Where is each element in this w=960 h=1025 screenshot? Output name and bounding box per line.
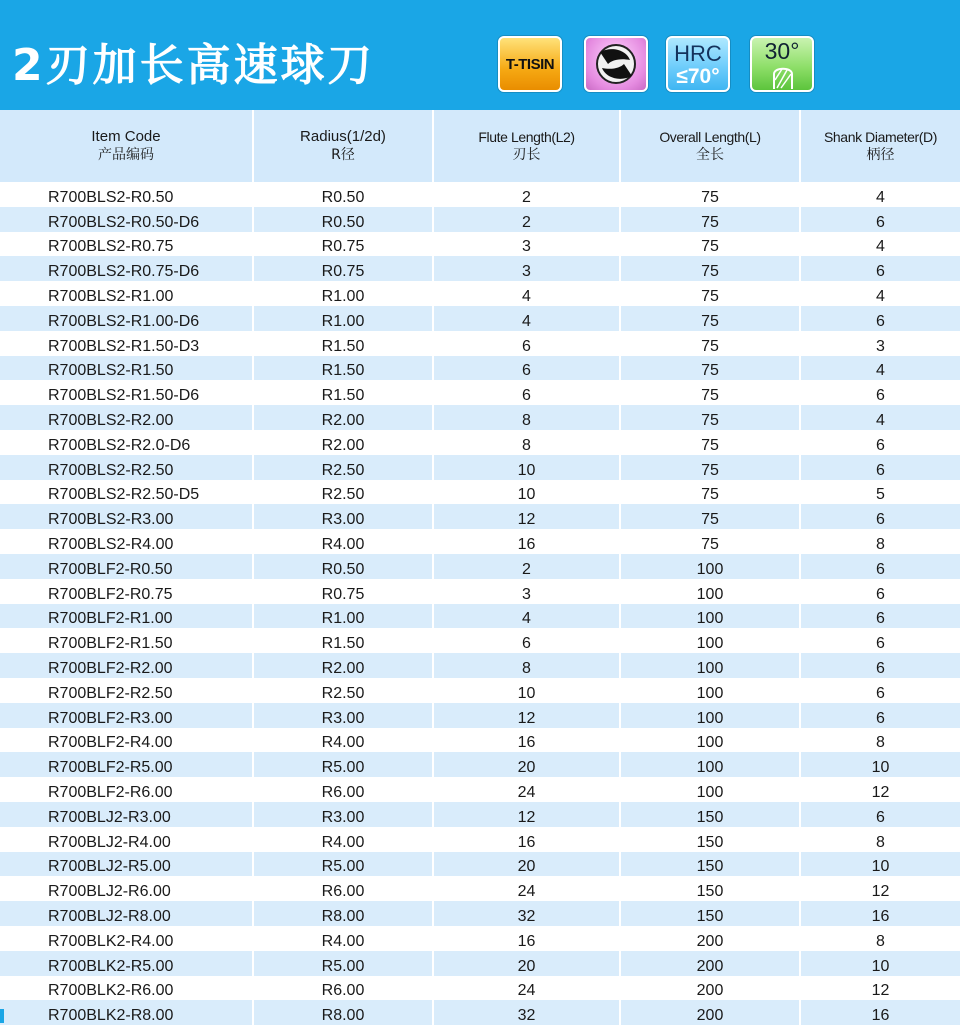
- helix-angle-badge: [750, 36, 814, 92]
- shank-diameter-cell: 6: [800, 653, 960, 678]
- item-code-cell: R700BLK2-R8.00: [0, 1000, 253, 1025]
- hrc-value: ≤70°: [676, 65, 720, 88]
- shank-diameter-cell: 4: [800, 281, 960, 306]
- item-code-cell: R700BLJ2-R5.00: [0, 852, 253, 877]
- table-row: [0, 430, 960, 455]
- table-row: [0, 777, 960, 802]
- item-code-cell: R700BLS2-R0.50-D6: [0, 207, 253, 232]
- item-code-cell: R700BLS2-R1.50-D3: [0, 331, 253, 356]
- item-code-cell: R700BLF2-R0.50: [0, 554, 253, 579]
- shank-diameter-cell: 6: [800, 579, 960, 604]
- flute-length-cell: 12: [433, 504, 620, 529]
- spec-table: [0, 110, 960, 1025]
- table-row: [0, 628, 960, 653]
- flute-length-cell: 3: [433, 232, 620, 257]
- radius-cell: R0.75: [253, 579, 433, 604]
- shank-diameter-cell: 3: [800, 331, 960, 356]
- radius-cell: R5.00: [253, 951, 433, 976]
- table-row: [0, 852, 960, 877]
- flute-length-cell: 10: [433, 678, 620, 703]
- radius-cell: R5.00: [253, 852, 433, 877]
- flute-length-cell: 12: [433, 703, 620, 728]
- overall-length-cell: 75: [620, 232, 800, 257]
- table-row: [0, 306, 960, 331]
- item-code-cell: R700BLS2-R2.00: [0, 405, 253, 430]
- table-row: [0, 529, 960, 554]
- overall-length-cell: 75: [620, 529, 800, 554]
- radius-cell: R1.00: [253, 604, 433, 629]
- flute-length-cell: 20: [433, 951, 620, 976]
- item-code-cell: R700BLS2-R2.0-D6: [0, 430, 253, 455]
- item-code-cell: R700BLS2-R1.00-D6: [0, 306, 253, 331]
- overall-length-cell: 100: [620, 752, 800, 777]
- shank-diameter-cell: 4: [800, 405, 960, 430]
- radius-cell: R0.50: [253, 554, 433, 579]
- radius-cell: R4.00: [253, 728, 433, 753]
- table-row: [0, 752, 960, 777]
- item-code-cell: R700BLF2-R0.75: [0, 579, 253, 604]
- overall-length-cell: 150: [620, 901, 800, 926]
- col-overall-length: Overall Length(L) 全长: [620, 110, 800, 182]
- overall-length-cell: 200: [620, 951, 800, 976]
- page-title: 2刃加长高速球刀: [12, 40, 375, 91]
- overall-length-cell: 100: [620, 678, 800, 703]
- shank-diameter-cell: 10: [800, 752, 960, 777]
- flute-length-cell: 32: [433, 1000, 620, 1025]
- shank-diameter-cell: 6: [800, 628, 960, 653]
- item-code-cell: R700BLS2-R0.75-D6: [0, 256, 253, 281]
- flute-length-cell: 20: [433, 852, 620, 877]
- item-code-cell: R700BLS2-R4.00: [0, 529, 253, 554]
- item-code-cell: R700BLF2-R2.00: [0, 653, 253, 678]
- table-row: [0, 951, 960, 976]
- flute-length-cell: 16: [433, 827, 620, 852]
- shank-diameter-cell: 4: [800, 356, 960, 381]
- hrc-label: HRC: [674, 41, 722, 66]
- shank-diameter-cell: 6: [800, 455, 960, 480]
- flute-length-cell: 8: [433, 653, 620, 678]
- shank-diameter-cell: 5: [800, 480, 960, 505]
- overall-length-cell: 75: [620, 380, 800, 405]
- flute-length-cell: 6: [433, 628, 620, 653]
- overall-length-cell: 75: [620, 256, 800, 281]
- overall-length-cell: 75: [620, 182, 800, 207]
- flute-length-cell: 3: [433, 256, 620, 281]
- item-code-cell: R700BLS2-R2.50-D5: [0, 480, 253, 505]
- radius-cell: R4.00: [253, 827, 433, 852]
- overall-length-cell: 200: [620, 926, 800, 951]
- table-row: [0, 281, 960, 306]
- radius-cell: R2.50: [253, 455, 433, 480]
- overall-length-cell: 100: [620, 777, 800, 802]
- table-row: [0, 331, 960, 356]
- table-row: [0, 876, 960, 901]
- overall-length-cell: 150: [620, 876, 800, 901]
- coating-badge: [498, 36, 562, 92]
- flute-length-cell: 24: [433, 976, 620, 1001]
- shank-diameter-cell: 6: [800, 678, 960, 703]
- overall-length-cell: 75: [620, 480, 800, 505]
- shank-diameter-cell: 12: [800, 876, 960, 901]
- table-row: [0, 802, 960, 827]
- hardness-badge: [666, 36, 730, 92]
- item-code-cell: R700BLF2-R6.00: [0, 777, 253, 802]
- table-row: [0, 207, 960, 232]
- radius-cell: R6.00: [253, 876, 433, 901]
- col-item-code: Item Code 产品编码: [0, 110, 253, 182]
- table-row: [0, 703, 960, 728]
- overall-length-cell: 150: [620, 852, 800, 877]
- overall-length-cell: 200: [620, 976, 800, 1001]
- item-code-cell: R700BLS2-R0.75: [0, 232, 253, 257]
- item-code-cell: R700BLF2-R1.50: [0, 628, 253, 653]
- flute-length-cell: 2: [433, 207, 620, 232]
- item-code-cell: R700BLS2-R1.50: [0, 356, 253, 381]
- radius-cell: R3.00: [253, 504, 433, 529]
- helix-angle-value: 30°: [764, 38, 800, 64]
- flute-length-cell: 2: [433, 554, 620, 579]
- flute-length-cell: 6: [433, 380, 620, 405]
- item-code-cell: R700BLS2-R1.50-D6: [0, 380, 253, 405]
- overall-length-cell: 100: [620, 703, 800, 728]
- two-flute-cross-section-icon: [584, 36, 648, 92]
- shank-diameter-cell: 6: [800, 207, 960, 232]
- header-banner: [0, 0, 960, 110]
- overall-length-cell: 100: [620, 728, 800, 753]
- radius-cell: R8.00: [253, 1000, 433, 1025]
- flute-length-cell: 8: [433, 405, 620, 430]
- shank-diameter-cell: 8: [800, 926, 960, 951]
- radius-cell: R1.50: [253, 331, 433, 356]
- table-row: [0, 405, 960, 430]
- overall-length-cell: 100: [620, 628, 800, 653]
- overall-length-cell: 75: [620, 356, 800, 381]
- item-code-cell: R700BLF2-R5.00: [0, 752, 253, 777]
- item-code-cell: R700BLF2-R2.50: [0, 678, 253, 703]
- radius-cell: R4.00: [253, 926, 433, 951]
- table-row: [0, 728, 960, 753]
- flute-length-cell: 8: [433, 430, 620, 455]
- table-row: [0, 901, 960, 926]
- col-radius: Radius(1/2d) R径: [253, 110, 433, 182]
- radius-cell: R1.50: [253, 628, 433, 653]
- table-row: [0, 480, 960, 505]
- shank-diameter-cell: 8: [800, 529, 960, 554]
- overall-length-cell: 75: [620, 331, 800, 356]
- overall-length-cell: 100: [620, 579, 800, 604]
- radius-cell: R1.50: [253, 356, 433, 381]
- radius-cell: R0.75: [253, 232, 433, 257]
- radius-cell: R6.00: [253, 777, 433, 802]
- overall-length-cell: 75: [620, 504, 800, 529]
- table-body: [0, 182, 960, 1025]
- overall-length-cell: 75: [620, 281, 800, 306]
- shank-diameter-cell: 4: [800, 232, 960, 257]
- radius-cell: R1.50: [253, 380, 433, 405]
- radius-cell: R2.50: [253, 678, 433, 703]
- table-row: [0, 926, 960, 951]
- radius-cell: R1.00: [253, 306, 433, 331]
- helix-angle-icon: [771, 64, 795, 90]
- overall-length-cell: 75: [620, 306, 800, 331]
- shank-diameter-cell: 6: [800, 380, 960, 405]
- table-row: [0, 976, 960, 1001]
- table-row: [0, 579, 960, 604]
- flute-length-cell: 10: [433, 480, 620, 505]
- flute-length-cell: 16: [433, 728, 620, 753]
- shank-diameter-cell: 16: [800, 1000, 960, 1025]
- overall-length-cell: 75: [620, 455, 800, 480]
- flute-length-cell: 20: [433, 752, 620, 777]
- overall-length-cell: 100: [620, 554, 800, 579]
- radius-cell: R3.00: [253, 802, 433, 827]
- item-code-cell: R700BLS2-R2.50: [0, 455, 253, 480]
- col-flute-length: Flute Length(L2) 刃长: [433, 110, 620, 182]
- shank-diameter-cell: 6: [800, 306, 960, 331]
- flute-length-cell: 2: [433, 182, 620, 207]
- flute-length-cell: 16: [433, 926, 620, 951]
- radius-cell: R0.50: [253, 182, 433, 207]
- table-row: [0, 554, 960, 579]
- radius-cell: R0.50: [253, 207, 433, 232]
- radius-cell: R4.00: [253, 529, 433, 554]
- flute-length-cell: 6: [433, 356, 620, 381]
- shank-diameter-cell: 6: [800, 554, 960, 579]
- radius-cell: R8.00: [253, 901, 433, 926]
- shank-diameter-cell: 6: [800, 802, 960, 827]
- item-code-cell: R700BLF2-R4.00: [0, 728, 253, 753]
- shank-diameter-cell: 12: [800, 777, 960, 802]
- radius-cell: R3.00: [253, 703, 433, 728]
- shank-diameter-cell: 12: [800, 976, 960, 1001]
- shank-diameter-cell: 6: [800, 703, 960, 728]
- shank-diameter-cell: 8: [800, 728, 960, 753]
- overall-length-cell: 100: [620, 653, 800, 678]
- overall-length-cell: 75: [620, 405, 800, 430]
- table-row: [0, 504, 960, 529]
- table-row: [0, 232, 960, 257]
- shank-diameter-cell: 6: [800, 504, 960, 529]
- shank-diameter-cell: 6: [800, 604, 960, 629]
- flute-length-cell: 12: [433, 802, 620, 827]
- radius-cell: R5.00: [253, 752, 433, 777]
- item-code-cell: R700BLF2-R1.00: [0, 604, 253, 629]
- radius-cell: R1.00: [253, 281, 433, 306]
- shank-diameter-cell: 8: [800, 827, 960, 852]
- table-row: [0, 356, 960, 381]
- overall-length-cell: 75: [620, 207, 800, 232]
- overall-length-cell: 150: [620, 802, 800, 827]
- flute-length-cell: 4: [433, 281, 620, 306]
- overall-length-cell: 200: [620, 1000, 800, 1025]
- shank-diameter-cell: 6: [800, 430, 960, 455]
- flute-length-cell: 6: [433, 331, 620, 356]
- radius-cell: R0.75: [253, 256, 433, 281]
- shank-diameter-cell: 16: [800, 901, 960, 926]
- flute-length-cell: 10: [433, 455, 620, 480]
- flute-length-cell: 16: [433, 529, 620, 554]
- shank-diameter-cell: 10: [800, 951, 960, 976]
- flute-length-cell: 4: [433, 306, 620, 331]
- item-code-cell: R700BLF2-R3.00: [0, 703, 253, 728]
- item-code-cell: R700BLJ2-R6.00: [0, 876, 253, 901]
- item-code-cell: R700BLJ2-R3.00: [0, 802, 253, 827]
- shank-diameter-cell: 10: [800, 852, 960, 877]
- table-row: [0, 1000, 960, 1025]
- flute-length-cell: 24: [433, 876, 620, 901]
- item-code-cell: R700BLS2-R1.00: [0, 281, 253, 306]
- table-header: [0, 110, 960, 182]
- coating-label: T-TISIN: [505, 56, 555, 73]
- table-row: [0, 256, 960, 281]
- corner-accent: [0, 1009, 4, 1023]
- flute-length-cell: 24: [433, 777, 620, 802]
- table-row: [0, 182, 960, 207]
- item-code-cell: R700BLJ2-R8.00: [0, 901, 253, 926]
- table-row: [0, 604, 960, 629]
- table-row: [0, 380, 960, 405]
- item-code-cell: R700BLJ2-R4.00: [0, 827, 253, 852]
- flute-length-cell: 3: [433, 579, 620, 604]
- item-code-cell: R700BLK2-R5.00: [0, 951, 253, 976]
- overall-length-cell: 150: [620, 827, 800, 852]
- item-code-cell: R700BLK2-R4.00: [0, 926, 253, 951]
- table-row: [0, 827, 960, 852]
- col-shank-diameter: Shank Diameter(D) 柄径: [800, 110, 960, 182]
- radius-cell: R2.00: [253, 653, 433, 678]
- overall-length-cell: 75: [620, 430, 800, 455]
- flute-shape: [586, 38, 646, 90]
- shank-diameter-cell: 6: [800, 256, 960, 281]
- radius-cell: R6.00: [253, 976, 433, 1001]
- item-code-cell: R700BLS2-R3.00: [0, 504, 253, 529]
- table-row: [0, 455, 960, 480]
- table-row: [0, 678, 960, 703]
- shank-diameter-cell: 4: [800, 182, 960, 207]
- table-row: [0, 653, 960, 678]
- radius-cell: R2.00: [253, 405, 433, 430]
- flute-length-cell: 32: [433, 901, 620, 926]
- item-code-cell: R700BLS2-R0.50: [0, 182, 253, 207]
- item-code-cell: R700BLK2-R6.00: [0, 976, 253, 1001]
- flute-length-cell: 4: [433, 604, 620, 629]
- overall-length-cell: 100: [620, 604, 800, 629]
- radius-cell: R2.50: [253, 480, 433, 505]
- radius-cell: R2.00: [253, 430, 433, 455]
